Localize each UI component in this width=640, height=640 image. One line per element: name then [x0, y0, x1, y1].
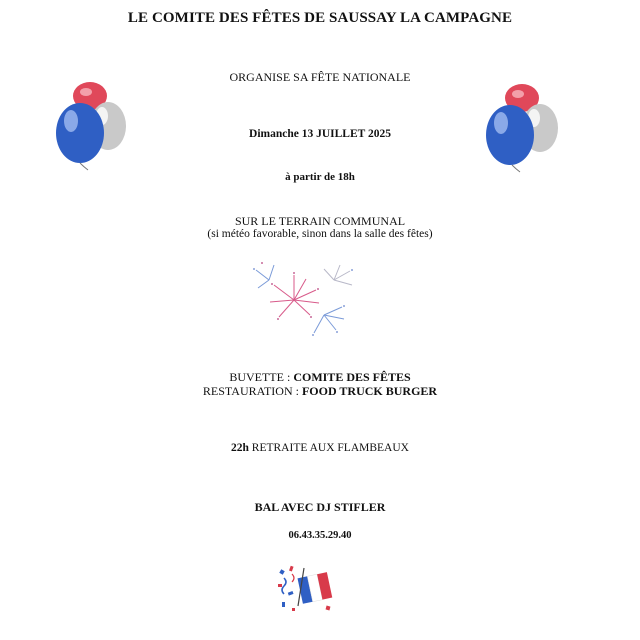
restauration-line [0, 384, 640, 399]
phone-number: 06.43.35.29.40 [288, 530, 352, 541]
flag-party-icon [274, 562, 338, 614]
buvette-value: COMITE DES FÊTES [293, 370, 411, 384]
event-venue-note: (si météo favorable, sinon dans la salle des fêtes) [207, 228, 433, 240]
event-date: Dimanche 13 JUILLET 2025 [249, 128, 391, 140]
retraite-text: RETRAITE AUX FLAMBEAUX [248, 442, 409, 454]
restauration-label: RESTAURATION : [202, 384, 302, 398]
retraite-line [0, 442, 640, 454]
balloons-icon-right [484, 78, 564, 173]
event-venue: SUR LE TERRAIN COMMUNAL [234, 214, 406, 228]
buvette-line [0, 370, 640, 385]
balloons-icon-left [50, 76, 130, 171]
organise-line: ORGANISE SA FÊTE NATIONALE [229, 70, 411, 84]
buvette-label: BUVETTE : [229, 370, 294, 384]
retraite-time: 22h [231, 442, 249, 454]
restauration-value: FOOD TRUCK BURGER [301, 384, 438, 398]
bal-line: BAL AVEC DJ STIFLER [254, 500, 386, 514]
poster-title: LE COMITE DES FÊTES DE SAUSSAY LA CAMPAGNE [127, 10, 513, 26]
event-time: à partir de 18h [285, 171, 355, 183]
fireworks-icon [244, 255, 364, 345]
